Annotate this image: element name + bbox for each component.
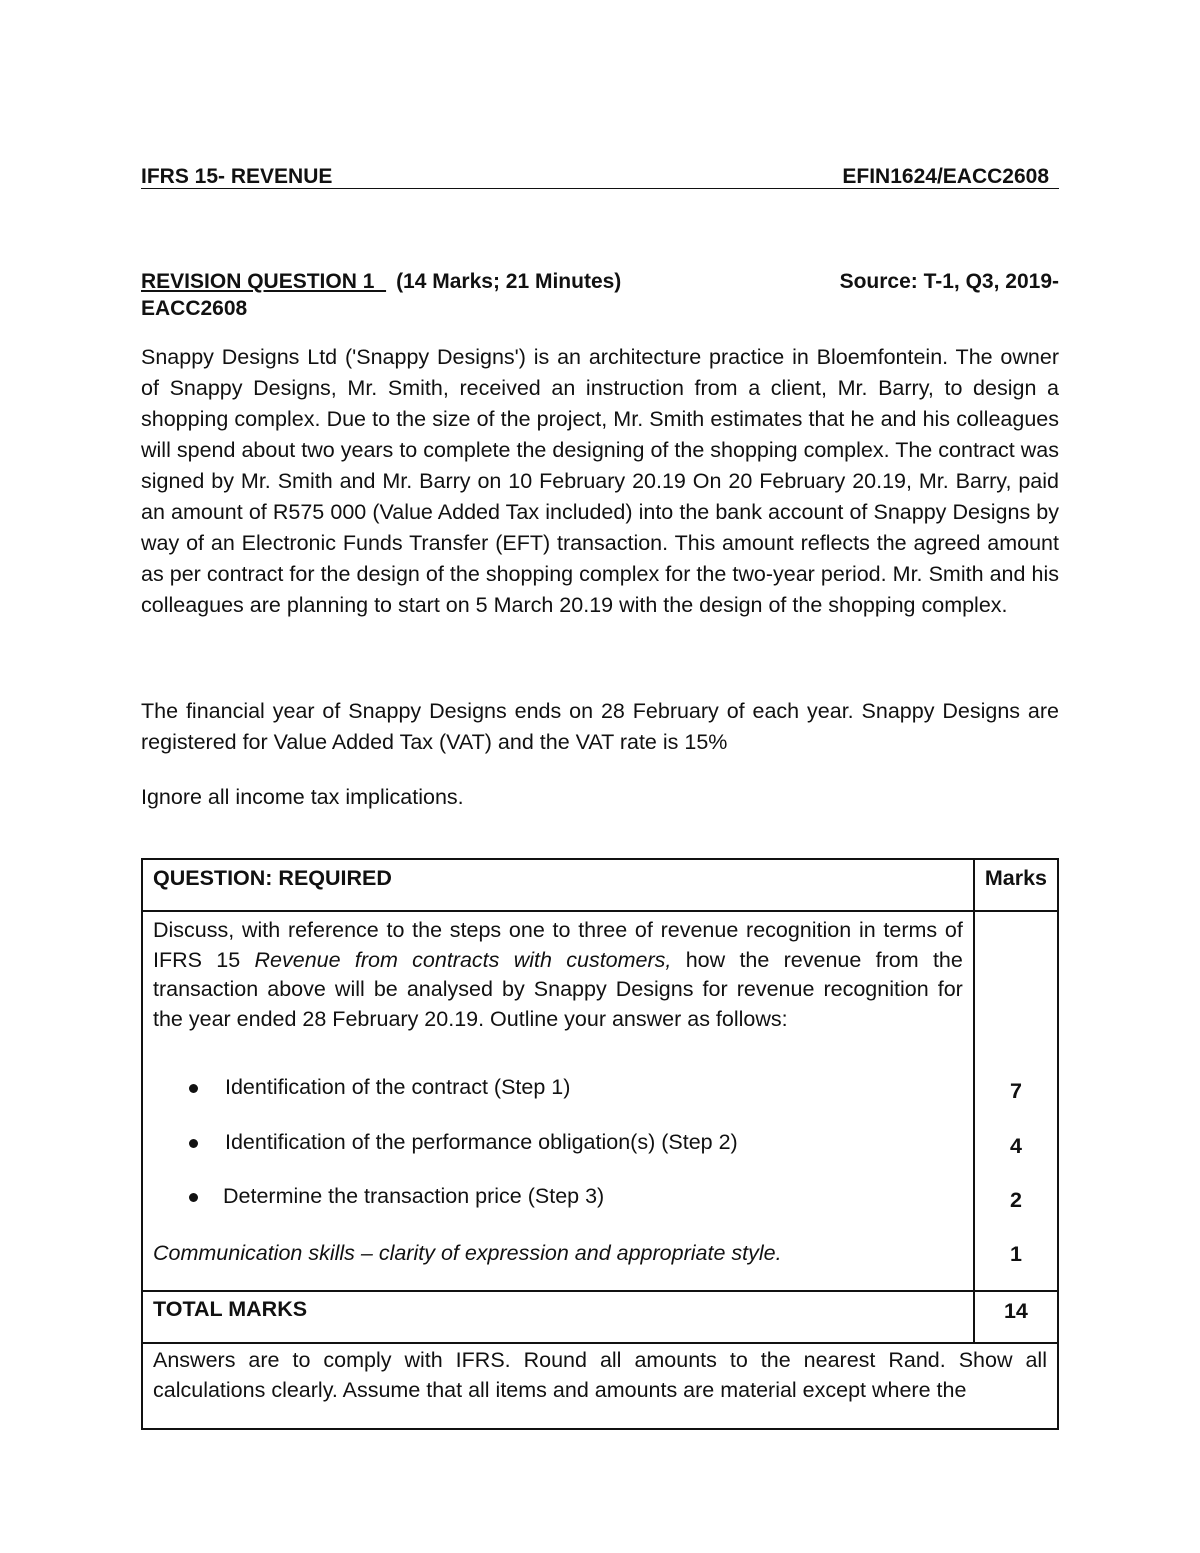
requirement-row <box>142 911 1058 1291</box>
communication-skills: Communication skills – clarity of expression and appropriate style. <box>153 1241 782 1265</box>
step3-marks: 2 <box>1009 1188 1022 1212</box>
bullet-icon <box>189 1139 198 1148</box>
discussion-intro: Discuss, with reference to the steps one to three of revenue recognition in terms of IFRS 15 <box>153 918 963 972</box>
step-label: Identification of the performance obligation(s) (Step 2) <box>225 1130 738 1154</box>
question-title: REVISION QUESTION 1 <box>141 270 387 293</box>
bullet-icon <box>189 1193 198 1202</box>
discussion-text <box>153 916 963 1034</box>
step2-marks: 4 <box>1009 1134 1022 1158</box>
question-source-cont: EACC2608 <box>141 297 248 320</box>
standard-name: Revenue from contracts with customers, <box>254 947 672 972</box>
step-label: Determine the transaction price (Step 3) <box>223 1184 605 1208</box>
discussion-rest: how the revenue from the transaction above will be analysed by Snappy Designs for revenue recognition for the year ended 28 February 20.19. Outline your answer as follows: <box>153 947 963 1031</box>
header-course-code: EFIN1624/EACC2608 <box>842 165 1049 188</box>
question-source: Source: T-1, Q3, 2019- <box>839 270 1059 293</box>
answer-instructions: Answers are to comply with IFRS. Round all amounts to the nearest Rand. Show all calculations clearly. Assume that all items and amounts are material except where the <box>142 1343 1058 1429</box>
financial-year-paragraph: The financial year of Snappy Designs ends on 28 February of each year. Snappy Designs are registered for Value Added Tax (VAT) and the VAT rate is 15% <box>141 699 1059 754</box>
table-header-row <box>142 859 1058 911</box>
marks-cell <box>974 911 1058 1291</box>
requirements-table <box>141 858 1059 1430</box>
step1-marks: 7 <box>1009 1079 1022 1103</box>
bullet-icon <box>189 1084 198 1093</box>
question-marks-time: (14 Marks; 21 Minutes) <box>396 270 622 293</box>
tax-instruction-paragraph: Ignore all income tax implications. <box>141 785 464 809</box>
scenario-paragraph: Snappy Designs Ltd ('Snappy Designs') is an architecture practice in Bloemfontein. The owner of Snappy Designs, Mr. Smith, received an instruction from a client, Mr. Barry, to design a shopping complex. Due to the size of the project, Mr. Smith estimates that he and his colleagues will spend about two years to complete the designing of the shopping complex. The contract was signed by Mr. Smith and Mr. Barry on 10 February 20.19 On 20 February 20.19, Mr. Barry, paid an amount of R575 000 (Value Added Tax included) into the bank account of Snappy Designs by way of an Electronic Funds Transfer (EFT) transaction. This amount reflects the agreed amount as per contract for the design of the shopping complex for the two-year period. Mr. Smith and his colleagues are planning to start on 5 March 20.19 with the design of the shopping complex. <box>141 345 1059 617</box>
total-value: 14 <box>974 1291 1058 1343</box>
footer-row <box>142 1343 1058 1429</box>
header-topic: IFRS 15- REVENUE <box>141 165 333 188</box>
marks-header: Marks <box>974 859 1058 911</box>
communication-marks: 1 <box>1009 1242 1022 1266</box>
requirement-cell <box>142 911 974 1291</box>
total-label: TOTAL MARKS <box>142 1291 974 1343</box>
total-row <box>142 1291 1058 1343</box>
document-header <box>141 166 1059 189</box>
question-heading <box>141 268 1059 322</box>
step-label: Identification of the contract (Step 1) <box>225 1075 571 1099</box>
required-header: QUESTION: REQUIRED <box>142 859 974 911</box>
